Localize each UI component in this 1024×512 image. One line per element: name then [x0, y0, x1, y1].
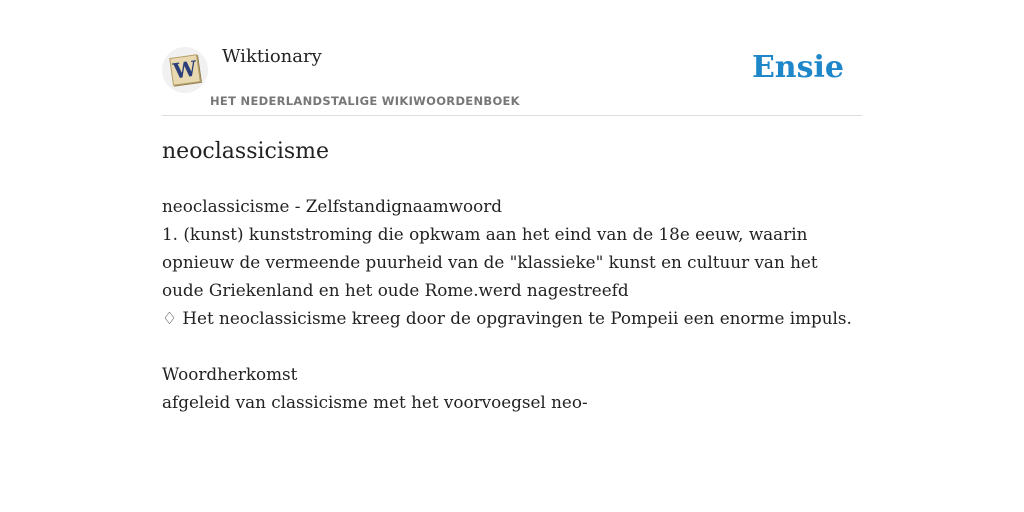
etymology-heading: Woordherkomst: [162, 364, 298, 384]
example-sentence: ♢ Het neoclassicisme kreeg door de opgravingen te Pompeii een enorme impuls.: [162, 308, 852, 328]
site-tagline: HET NEDERLANDSTALIGE WIKIWOORDENBOEK: [210, 94, 520, 108]
page-container: [162, 0, 862, 412]
spacer: [162, 332, 862, 360]
site-name[interactable]: Wiktionary: [222, 46, 322, 67]
site-header: [162, 0, 862, 116]
page-title: neoclassicisme: [162, 139, 330, 164]
definition-line: oude Griekenland en het oude Rome.werd nagestreefd: [162, 280, 629, 300]
wiktionary-tile-icon: W: [169, 54, 201, 86]
definition-line: opnieuw de vermeende puurheid van de "klassieke" kunst en cultuur van het: [162, 252, 818, 272]
definition-line: 1. (kunst) kunststroming die opkwam aan het eind van de 18e eeuw, waarin: [162, 224, 808, 244]
wiktionary-logo[interactable]: [162, 47, 208, 93]
entry-content: [162, 192, 862, 416]
entry-heading: neoclassicisme - Zelfstandignaamwoord: [162, 196, 503, 216]
ensie-brand-logo[interactable]: Ensie: [751, 50, 844, 85]
etymology-text: afgeleid van classicisme met het voorvoegsel neo-: [162, 392, 588, 412]
